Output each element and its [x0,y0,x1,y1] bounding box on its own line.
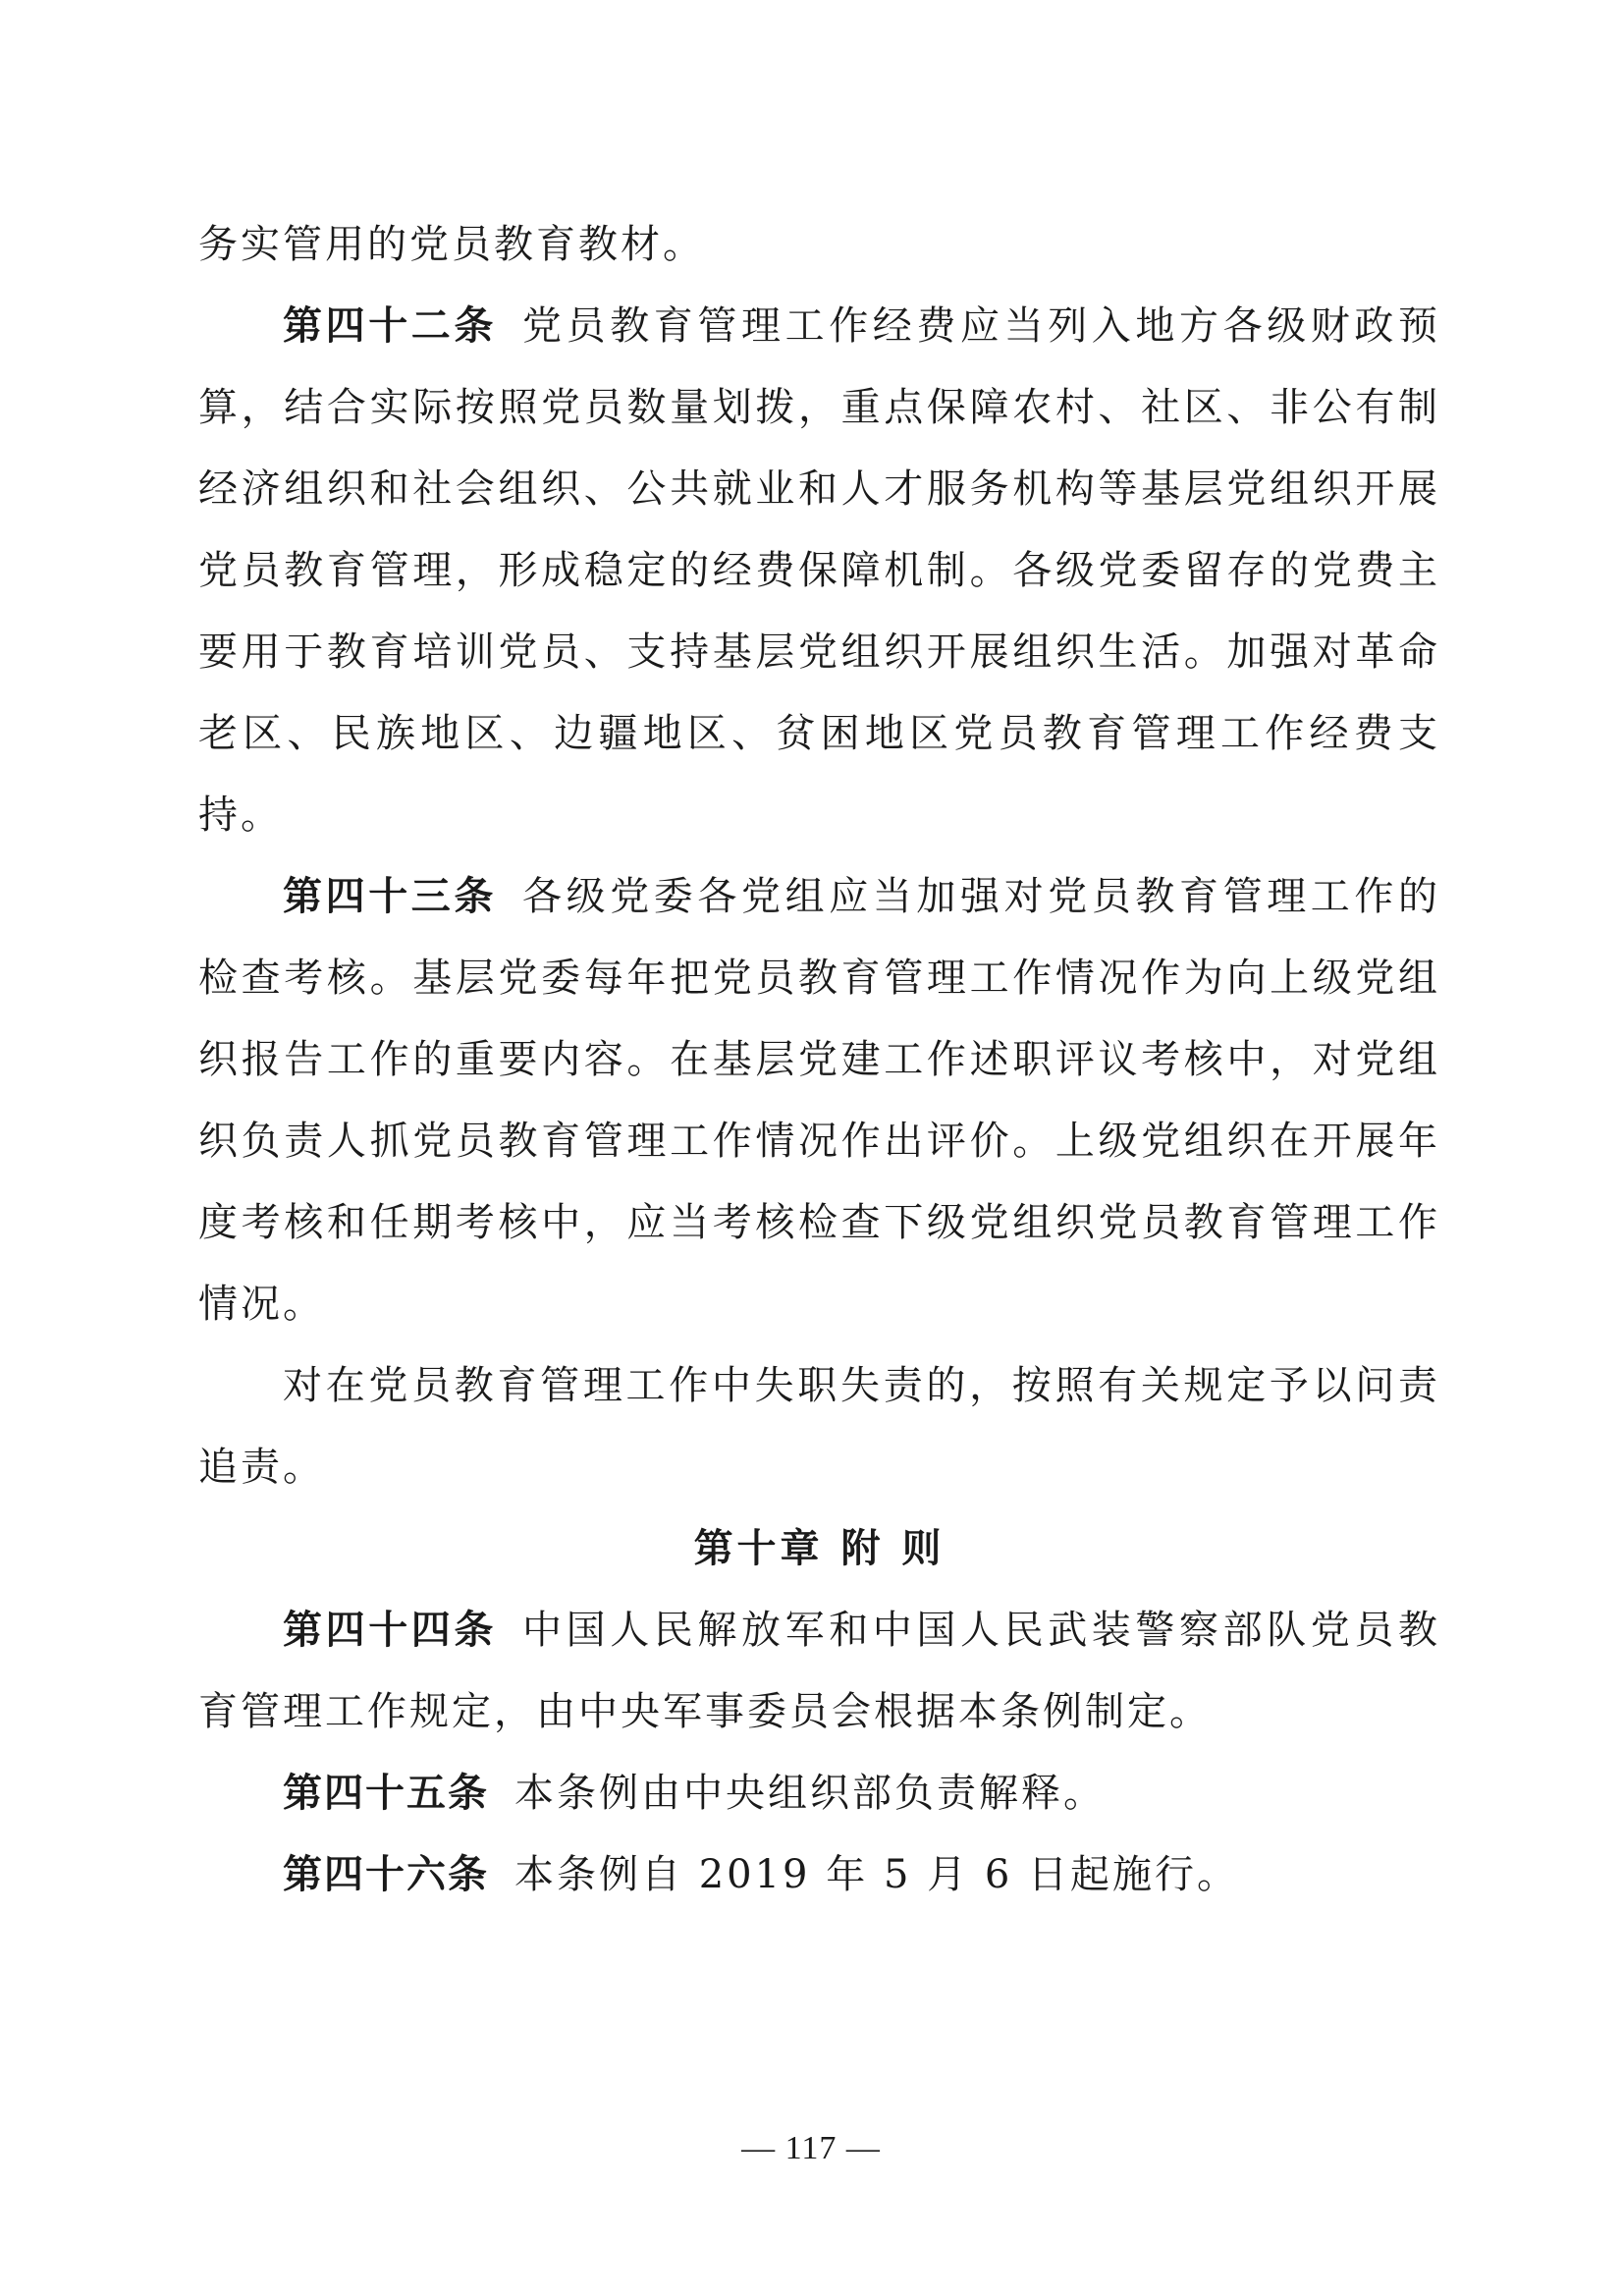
article-text: 党员教育管理工作经费应当列入地方各级财政预算，结合实际按照党员数量划拨，重点保障农村、社区、非公有制经济组织和社会组织、公共就业和人才服务机构等基层党组织开展党员教育管理，形成稳定的经费保障机制。各级党委留存的党费主要用于教育培训党员、支持基层党组织开展组织生活。加强对革命老区、民族地区、边疆地区、贫困地区党员教育管理工作经费支持。 [198,303,1440,838]
document-body [198,204,1440,1916]
article-42 [198,286,1440,856]
article-label: 第四十三条 [283,874,497,919]
article-43 [198,856,1440,1345]
article-text: 本条例自 2019 年 5 月 6 日起施行。 [514,1852,1239,1897]
article-text: 本条例由中央组织部负责解释。 [514,1771,1106,1816]
article-44 [198,1590,1440,1753]
chapter-heading: 第十章 附 则 [693,1526,946,1571]
paragraph-text: 务实管用的党员教育教材。 [198,222,705,267]
article-46 [198,1834,1440,1916]
paragraph-text: 对在党员教育管理工作中失职失责的，按照有关规定予以问责追责。 [198,1363,1440,1490]
article-label: 第四十五条 [283,1771,489,1816]
article-label: 第四十六条 [283,1852,489,1897]
page-number: — 117 — [741,2130,881,2166]
article-label: 第四十二条 [283,303,497,349]
article-text: 中国人民解放军和中国人民武装警察部队党员教育管理工作规定，由中央军事委员会根据本条例制定。 [198,1608,1440,1734]
article-45 [198,1753,1440,1834]
paragraph-continuation [198,204,1440,286]
article-text: 各级党委各党组应当加强对党员教育管理工作的检查考核。基层党委每年把党员教育管理工作情况作为向上级党组织报告工作的重要内容。在基层党建工作述职评议考核中，对党组织负责人抓党员教育管理工作情况作出评价。上级党组织在开展年度考核和任期考核中，应当考核检查下级党组织党员教育管理工作情况。 [198,874,1440,1327]
paragraph-accountability [198,1345,1440,1508]
article-label: 第四十四条 [283,1608,497,1653]
